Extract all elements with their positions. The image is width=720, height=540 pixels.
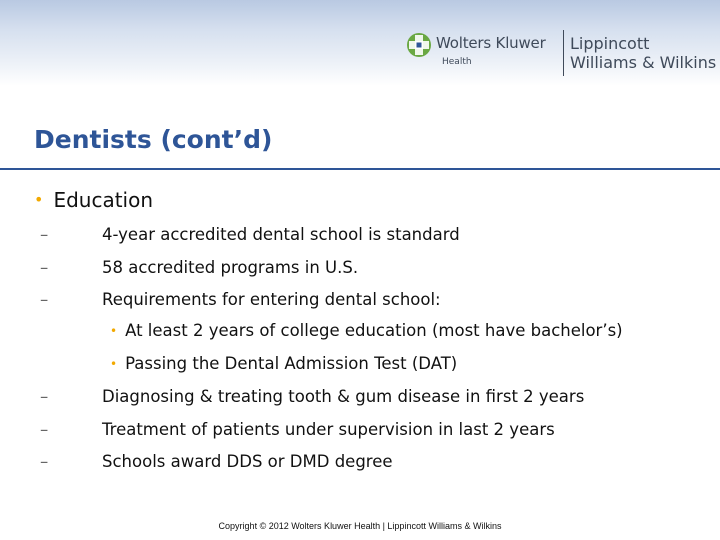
bullet-text: Education bbox=[53, 188, 154, 212]
bullet-marker: • bbox=[110, 324, 118, 338]
bullet-text: 4-year accredited dental school is standard bbox=[102, 225, 460, 244]
logo-imprint-line2: Williams & Wilkins bbox=[570, 53, 717, 72]
logo-division: Health bbox=[442, 57, 472, 67]
slide-title: Dentists (cont’d) bbox=[34, 125, 273, 154]
bullet-text: Diagnosing & treating tooth & gum disease in first 2 years bbox=[102, 387, 585, 406]
bullet-text: At least 2 years of college education (most have bachelor’s) bbox=[125, 321, 623, 340]
bullet-text: Requirements for entering dental school: bbox=[102, 290, 441, 309]
bullet-level1 bbox=[34, 188, 153, 212]
bullet-text: Treatment of patients under supervision in last 2 years bbox=[102, 420, 555, 439]
bullet-level2 bbox=[40, 387, 584, 406]
dash-marker: – bbox=[40, 420, 49, 439]
dash-marker: – bbox=[40, 452, 49, 471]
bullet-level2 bbox=[40, 420, 555, 439]
bullet-level2 bbox=[40, 225, 460, 244]
dash-marker: – bbox=[40, 387, 49, 406]
bullet-level2 bbox=[40, 290, 441, 309]
bullet-marker: • bbox=[110, 357, 118, 371]
bullet-level3 bbox=[110, 354, 457, 373]
bullet-level3 bbox=[110, 321, 623, 340]
bullet-text: Schools award DDS or DMD degree bbox=[102, 452, 393, 471]
logo-imprint-line1: Lippincott bbox=[570, 34, 650, 53]
logo-company-name: Wolters Kluwer bbox=[436, 34, 546, 52]
bullet-text: 58 accredited programs in U.S. bbox=[102, 258, 359, 277]
dash-marker: – bbox=[40, 225, 49, 244]
bullet-marker: • bbox=[34, 190, 44, 209]
bullet-level2 bbox=[40, 258, 358, 277]
dash-marker: – bbox=[40, 258, 49, 277]
bullet-level2 bbox=[40, 452, 393, 471]
dash-marker: – bbox=[40, 290, 49, 309]
bullet-text: Passing the Dental Admission Test (DAT) bbox=[125, 354, 458, 373]
copyright-footer: Copyright © 2012 Wolters Kluwer Health | Lippincott Williams & Wilkins bbox=[218, 521, 502, 531]
